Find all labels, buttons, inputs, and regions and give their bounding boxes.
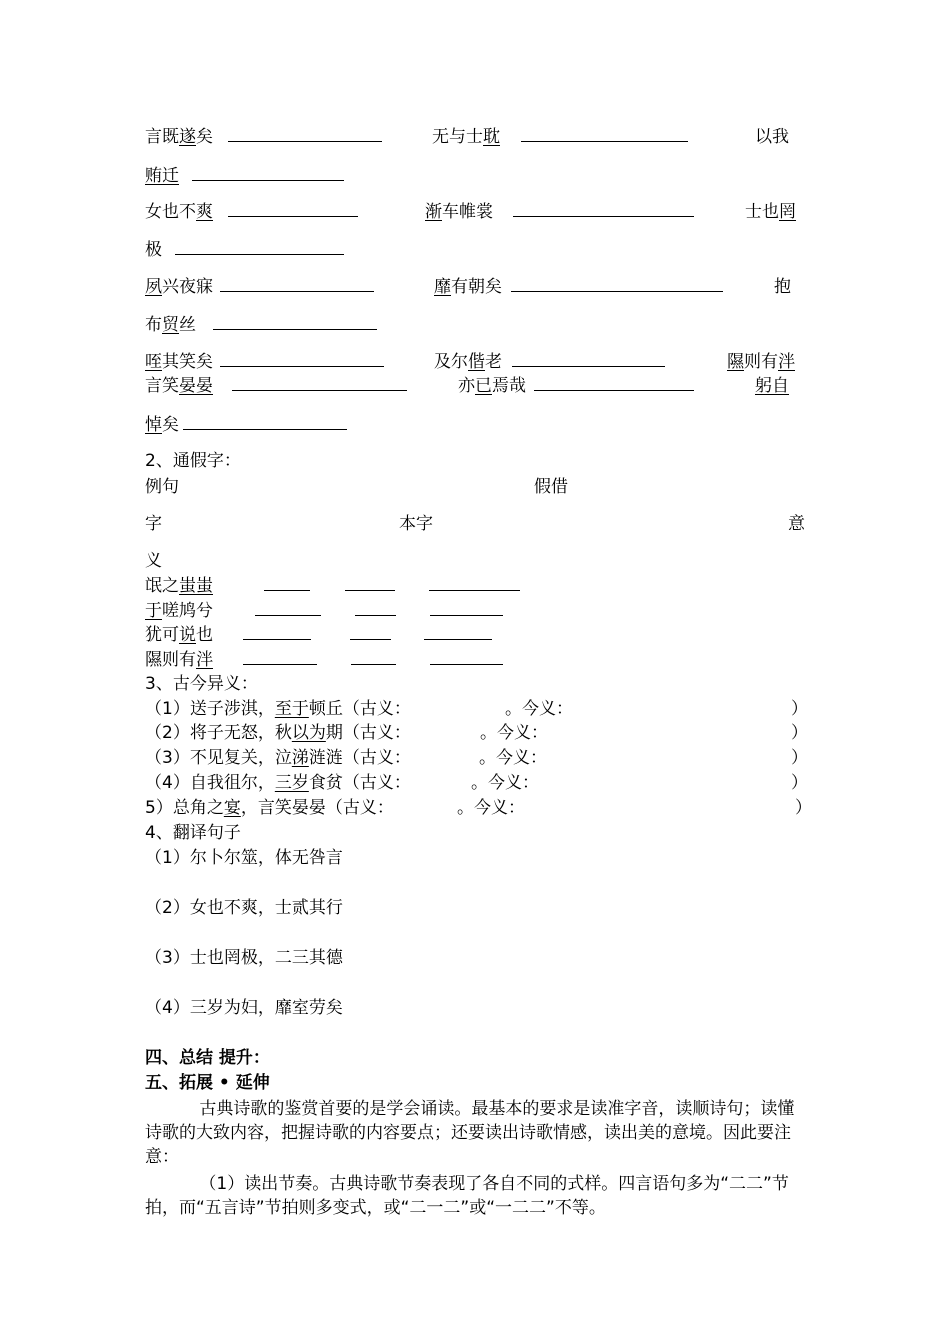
vocab-item: 渐车帷裳 [425, 202, 493, 222]
answer-blank[interactable] [228, 201, 358, 217]
label: ） [791, 773, 808, 793]
section-heading: 四、总结 提升： [145, 1048, 270, 1068]
column-header: 字 [145, 514, 162, 534]
answer-blank[interactable] [511, 276, 723, 292]
answer-blank[interactable] [243, 649, 317, 665]
list-item: （2）将子无怒，秋以为期（古义： [145, 723, 411, 743]
column-header: 本字 [399, 514, 433, 534]
list-item: （2）女也不爽，士贰其行 [145, 898, 343, 918]
answer-blank[interactable] [213, 314, 377, 330]
paragraph: （1）读出节奏。古典诗歌节奏表现了各自不同的式样。四言语句多为“二二”节拍，而“五言诗”节拍则多变式，或“二一二”或“一二二”不等。 [145, 1174, 789, 1218]
vocab-item: 女也不爽 [145, 202, 213, 222]
section-heading: 五、拓展 • 延伸 [145, 1073, 270, 1093]
label: 。今义： [479, 748, 547, 768]
answer-blank[interactable] [264, 575, 310, 591]
vocab-item: 无与士耽 [432, 127, 500, 147]
vocab-item: 隰则有泮 [727, 352, 795, 372]
vocab-item: 靡有朝矣 [434, 277, 502, 297]
label: ） [795, 798, 812, 818]
list-item: 5）总角之宴，言笑晏晏（古义： [145, 798, 394, 818]
label: ） [791, 748, 808, 768]
answer-blank[interactable] [255, 600, 321, 616]
paragraph: 古典诗歌的鉴赏首要的是学会诵读。最基本的要求是读准字音，读顺诗句；读懂诗歌的大致内容，把握诗歌的内容要点；还要读出诗歌情感，读出美的意境。因此要注意： [145, 1099, 795, 1167]
list-item: 隰则有泮 [145, 650, 213, 670]
column-header: 意 [788, 514, 805, 534]
section-title: 4、翻译句子 [145, 823, 241, 843]
answer-blank[interactable] [228, 126, 382, 142]
vocab-item: 亦已焉哉 [458, 376, 526, 396]
answer-blank[interactable] [521, 126, 688, 142]
vocab-item: 言既遂矣 [145, 127, 213, 147]
answer-blank[interactable] [350, 624, 391, 640]
answer-blank[interactable] [429, 575, 520, 591]
vocab-item: 悼矣 [145, 415, 179, 435]
label: 。今义： [457, 798, 525, 818]
list-item: 于嗟鸠兮 [145, 601, 213, 621]
list-item: 犹可说也 [145, 625, 213, 645]
list-item: （1）尔卜尔筮，体无咎言 [145, 848, 343, 868]
answer-blank[interactable] [192, 165, 344, 181]
column-header: 假借 [534, 477, 568, 497]
vocab-item: 极 [145, 240, 162, 260]
answer-blank[interactable] [430, 649, 503, 665]
section-title: 2、通假字： [145, 451, 241, 471]
list-item: （3）不见复关，泣涕涟涟（古义： [145, 748, 411, 768]
vocab-item: 言笑晏晏 [145, 376, 213, 396]
answer-blank[interactable] [424, 624, 492, 640]
answer-blank[interactable] [220, 276, 374, 292]
list-item: （3）士也罔极，二三其德 [145, 948, 343, 968]
answer-blank[interactable] [355, 600, 396, 616]
list-item: 氓之蚩蚩 [145, 576, 213, 596]
vocab-item: 及尔偕老 [434, 352, 502, 372]
answer-blank[interactable] [430, 600, 503, 616]
column-header: 例句 [145, 477, 179, 497]
list-item: （4）自我徂尔，三岁食贫（古义： [145, 773, 411, 793]
label: 。今义： [505, 699, 573, 719]
vocab-item: 布贸丝 [145, 315, 196, 335]
answer-blank[interactable] [351, 649, 396, 665]
list-item: （4）三岁为妇，靡室劳矣 [145, 998, 343, 1018]
answer-blank[interactable] [345, 575, 395, 591]
answer-blank[interactable] [232, 375, 407, 391]
answer-blank[interactable] [175, 239, 344, 255]
column-header: 义 [145, 551, 162, 571]
answer-blank[interactable] [183, 414, 347, 430]
vocab-item: 以我 [755, 127, 789, 147]
label: 。今义： [471, 773, 539, 793]
answer-blank[interactable] [220, 351, 384, 367]
vocab-item: 抱 [774, 277, 791, 297]
answer-blank[interactable] [513, 201, 694, 217]
label: ） [791, 723, 808, 743]
vocab-item: 贿迁 [145, 166, 179, 186]
answer-blank[interactable] [534, 375, 694, 391]
label: ） [791, 699, 808, 719]
list-item: （1）送子涉淇，至于顿丘（古义： [145, 699, 411, 719]
vocab-item: 躬自 [755, 376, 789, 396]
answer-blank[interactable] [243, 624, 311, 640]
answer-blank[interactable] [512, 351, 665, 367]
vocab-item: 咥其笑矣 [145, 352, 213, 372]
vocab-item: 夙兴夜寐 [145, 277, 213, 297]
section-title: 3、古今异义： [145, 674, 258, 694]
vocab-item: 士也罔 [745, 202, 796, 222]
label: 。今义： [480, 723, 548, 743]
